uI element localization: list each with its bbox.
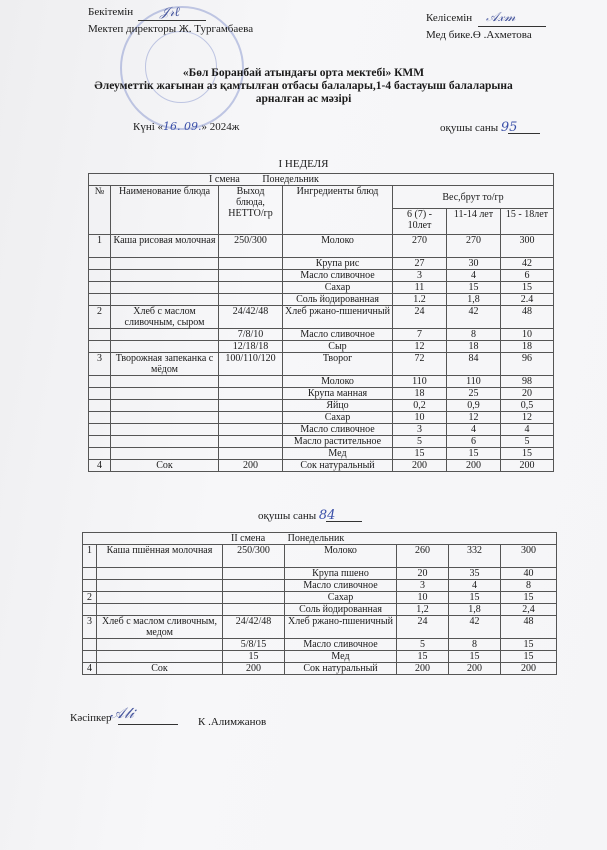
row-number: [83, 651, 97, 663]
weight-age2: 0,9: [447, 400, 501, 412]
table-row: [89, 424, 554, 436]
row-number: 2: [83, 592, 97, 604]
pupils-count-1-value: 95: [500, 120, 518, 135]
weight-age1: 12: [393, 341, 447, 353]
shift2-table-body: [83, 545, 557, 675]
weight-age2: 15: [447, 448, 501, 460]
ingredient-name: Крупа пшено: [285, 568, 397, 580]
dish-output: [219, 400, 283, 412]
row-number: [89, 448, 111, 460]
weight-age3: 2,4: [501, 604, 557, 616]
shift1-label: I смена: [209, 174, 240, 185]
row-number: 1: [89, 235, 111, 258]
dish-name: [111, 436, 219, 448]
dish-output: [219, 270, 283, 282]
weight-age3: 15: [501, 282, 554, 294]
weight-age2: 1,8: [447, 294, 501, 306]
row-number: 4: [89, 460, 111, 472]
dish-output: 24/42/48: [223, 616, 285, 639]
ingredient-name: Сыр: [283, 341, 393, 353]
ingredient-name: Масло сливочное: [283, 329, 393, 341]
ingredient-name: Сок натуральный: [283, 460, 393, 472]
table-row: [89, 329, 554, 341]
table-row: [89, 235, 554, 258]
dish-output: [219, 282, 283, 294]
pupils-count-1: [440, 120, 517, 135]
dish-name: [97, 592, 223, 604]
dish-name: [111, 376, 219, 388]
pupils-count-2-line: [326, 521, 362, 522]
table-row: [89, 388, 554, 400]
weight-age2: 332: [449, 545, 501, 568]
approve-right-sign-line: [478, 26, 546, 27]
weight-age1: 15: [393, 448, 447, 460]
weight-age1: 5: [397, 639, 449, 651]
row-number: [83, 604, 97, 616]
row-number: 3: [89, 353, 111, 376]
dish-name: Хлеб с маслом сливочным, медом: [97, 616, 223, 639]
row-number: [89, 400, 111, 412]
date-prefix: Күні «: [133, 121, 164, 133]
entrepreneur-signature: 𝒜𝓁𝒾: [110, 704, 135, 722]
dish-name: [97, 651, 223, 663]
col-age1-header: 6 (7) - 10лет: [393, 209, 447, 235]
weight-age1: 15: [397, 651, 449, 663]
weight-age2: 270: [447, 235, 501, 258]
row-number: 2: [89, 306, 111, 329]
weight-age2: 15: [449, 651, 501, 663]
weight-age3: 20: [501, 388, 554, 400]
weight-age3: 48: [501, 306, 554, 329]
ingredient-name: Хлеб ржано-пшеничный: [283, 306, 393, 329]
weight-age2: 4: [449, 580, 501, 592]
dish-output: [223, 580, 285, 592]
weight-age3: 48: [501, 616, 557, 639]
weight-age1: 200: [397, 663, 449, 675]
weight-age3: 5: [501, 436, 554, 448]
row-number: [89, 294, 111, 306]
date-value: 16. 09.: [163, 120, 202, 133]
col-weight-header: Вес,брут то/гр: [393, 186, 554, 209]
ingredient-name: Сахар: [283, 282, 393, 294]
table-row: [89, 258, 554, 270]
weight-age3: 6: [501, 270, 554, 282]
table-row: [83, 616, 557, 639]
row-number: [83, 639, 97, 651]
pupils-count-2: [258, 508, 335, 523]
weight-age2: 12: [447, 412, 501, 424]
row-number: [89, 258, 111, 270]
dish-name: Сок: [111, 460, 219, 472]
ingredient-name: Творог: [283, 353, 393, 376]
weight-age2: 8: [447, 329, 501, 341]
dish-name: [111, 282, 219, 294]
dish-name: Каша пшённая молочная: [97, 545, 223, 568]
row-number: [89, 436, 111, 448]
table-row: [83, 639, 557, 651]
weight-age2: 15: [447, 282, 501, 294]
row-number: 1: [83, 545, 97, 568]
ingredient-name: Сахар: [285, 592, 397, 604]
dish-output: [219, 388, 283, 400]
weight-age1: 200: [393, 460, 447, 472]
weight-age2: 8: [449, 639, 501, 651]
weight-age2: 25: [447, 388, 501, 400]
nurse-signature: 𝒜𝓍𝓂: [486, 10, 516, 25]
weight-age3: 96: [501, 353, 554, 376]
table-row-shift2-header: [83, 533, 557, 545]
dish-output: [219, 436, 283, 448]
weight-age1: 0,2: [393, 400, 447, 412]
weight-age1: 1.2: [393, 294, 447, 306]
col-age3-header: 15 - 18лет: [501, 209, 554, 235]
dish-output: [219, 294, 283, 306]
dish-name: [97, 568, 223, 580]
row-number: 3: [83, 616, 97, 639]
weight-age3: 200: [501, 663, 557, 675]
weight-age1: 1,2: [397, 604, 449, 616]
weight-age1: 5: [393, 436, 447, 448]
weight-age2: 35: [449, 568, 501, 580]
ingredient-name: Сок натуральный: [285, 663, 397, 675]
weight-age3: 2.4: [501, 294, 554, 306]
shift1-header: [89, 174, 554, 186]
table-row: [89, 448, 554, 460]
weight-age3: 10: [501, 329, 554, 341]
dish-name: [111, 294, 219, 306]
footer-label: Кәсіпкер: [70, 712, 112, 724]
date-label: Күні «16. 09.» 2024ж: [133, 120, 240, 133]
row-number: [89, 329, 111, 341]
dish-output: [219, 448, 283, 460]
col-name-header: Наименование блюда: [111, 186, 219, 235]
dish-name: Сок: [97, 663, 223, 675]
table-row: [89, 341, 554, 353]
row-number: [89, 376, 111, 388]
weight-age1: 270: [393, 235, 447, 258]
weight-age1: 110: [393, 376, 447, 388]
dish-name: [111, 448, 219, 460]
shift2-header: [83, 533, 557, 545]
weight-age1: 3: [393, 270, 447, 282]
weight-age2: 18: [447, 341, 501, 353]
table-row: [83, 580, 557, 592]
ingredient-name: Молоко: [285, 545, 397, 568]
dish-name: Каша рисовая молочная: [111, 235, 219, 258]
dish-output: 100/110/120: [219, 353, 283, 376]
dish-output: 12/18/18: [219, 341, 283, 353]
weight-age2: 1,8: [449, 604, 501, 616]
doc-title-line2: Әлеуметтік жағынан аз қамтылған отбасы балалары,1-4 бастауыш балаларына: [94, 80, 513, 92]
weight-age2: 110: [447, 376, 501, 388]
table-row: [89, 306, 554, 329]
weight-age1: 27: [393, 258, 447, 270]
footer-sign-line: [118, 724, 178, 725]
dish-name: [111, 400, 219, 412]
shift1-day: Понедельник: [262, 174, 319, 185]
table-row: [89, 400, 554, 412]
weight-age2: 84: [447, 353, 501, 376]
dish-output: 24/42/48: [219, 306, 283, 329]
table-row: [89, 376, 554, 388]
weight-age3: 15: [501, 448, 554, 460]
table-row: [89, 294, 554, 306]
doc-title-line1: «Бөл Боранбай атындағы орта мектебі» КММ: [182, 67, 425, 79]
weight-age1: 10: [393, 412, 447, 424]
col-age2-header: 11-14 лет: [447, 209, 501, 235]
weight-age2: 42: [447, 306, 501, 329]
dish-name: [97, 639, 223, 651]
dish-output: [219, 424, 283, 436]
weight-age2: 30: [447, 258, 501, 270]
approve-right-role: Мед бике.Ө .Ахметова: [426, 29, 532, 41]
col-output-header: Выход блюда, НЕТТО/гр: [219, 186, 283, 235]
dish-output: [223, 592, 285, 604]
weight-age3: 200: [501, 460, 554, 472]
table-row: [83, 663, 557, 675]
pupils-count-1-line: [508, 133, 540, 134]
ingredient-name: Масло сливочное: [285, 639, 397, 651]
dish-name: [111, 329, 219, 341]
weight-age3: 300: [501, 545, 557, 568]
ingredient-name: Хлеб ржано-пшеничный: [285, 616, 397, 639]
ingredient-name: Соль йодированная: [283, 294, 393, 306]
dish-output: 200: [219, 460, 283, 472]
row-number: [83, 568, 97, 580]
dish-output: 200: [223, 663, 285, 675]
dish-name: Хлеб с маслом сливочным, сыром: [111, 306, 219, 329]
weight-age3: 42: [501, 258, 554, 270]
ingredient-name: Масло растительное: [283, 436, 393, 448]
ingredient-name: Молоко: [283, 376, 393, 388]
table-row: [83, 568, 557, 580]
ingredient-name: Крупа рис: [283, 258, 393, 270]
pupils-count-2-label: оқушы саны: [258, 510, 317, 522]
dish-name: [97, 604, 223, 616]
footer-name: К .Алимжанов: [198, 716, 267, 728]
weight-age3: 12: [501, 412, 554, 424]
weight-age3: 8: [501, 580, 557, 592]
row-number: [83, 580, 97, 592]
weight-age2: 4: [447, 270, 501, 282]
dish-name: [111, 270, 219, 282]
dish-output: [219, 412, 283, 424]
table-row: [89, 412, 554, 424]
dish-output: [223, 568, 285, 580]
weight-age3: 4: [501, 424, 554, 436]
weight-age3: 0,5: [501, 400, 554, 412]
dish-output: [219, 376, 283, 388]
approve-left-sign-line: [138, 20, 206, 21]
ingredient-name: Соль йодированная: [285, 604, 397, 616]
table-row: [89, 270, 554, 282]
ingredient-name: Молоко: [283, 235, 393, 258]
weight-age3: 40: [501, 568, 557, 580]
weight-age1: 24: [397, 616, 449, 639]
row-number: 4: [83, 663, 97, 675]
dish-output: [219, 258, 283, 270]
ingredient-name: Мед: [283, 448, 393, 460]
dish-output: 250/300: [223, 545, 285, 568]
weight-age2: 42: [449, 616, 501, 639]
approve-left-role: Мектеп директоры Ж. Тургамбаева: [88, 23, 254, 35]
table-row-shift-header: [89, 174, 554, 186]
weight-age1: 7: [393, 329, 447, 341]
weight-age1: 260: [397, 545, 449, 568]
pupils-count-1-label: оқушы саны: [440, 122, 499, 134]
weight-age1: 3: [393, 424, 447, 436]
ingredient-name: Яйцо: [283, 400, 393, 412]
ingredient-name: Мед: [285, 651, 397, 663]
dish-output: [223, 604, 285, 616]
table-row: [89, 353, 554, 376]
dish-name: [111, 424, 219, 436]
weight-age1: 24: [393, 306, 447, 329]
ingredient-name: Крупа манная: [283, 388, 393, 400]
table-row: [89, 282, 554, 294]
shift2-label: II смена: [231, 533, 266, 544]
dish-name: [111, 341, 219, 353]
table-row: [89, 436, 554, 448]
dish-output: 250/300: [219, 235, 283, 258]
weight-age1: 11: [393, 282, 447, 294]
dish-name: [111, 412, 219, 424]
week-title: I НЕДЕЛЯ: [278, 158, 329, 170]
weight-age2: 4: [447, 424, 501, 436]
weight-age3: 15: [501, 639, 557, 651]
date-year: 2024ж: [209, 121, 240, 133]
dish-output: 5/8/15: [223, 639, 285, 651]
ingredient-name: Масло сливочное: [285, 580, 397, 592]
dish-output: 7/8/10: [219, 329, 283, 341]
table-row: [89, 460, 554, 472]
shift2-day: Понедельник: [287, 533, 345, 544]
weight-age1: 72: [393, 353, 447, 376]
ingredient-name: Масло сливочное: [283, 270, 393, 282]
weight-age2: 15: [449, 592, 501, 604]
table-row: [83, 604, 557, 616]
approve-right-label: Келісемін: [426, 12, 473, 24]
row-number: [89, 412, 111, 424]
table-row: [83, 592, 557, 604]
dish-output: 15: [223, 651, 285, 663]
row-number: [89, 270, 111, 282]
table-row: [83, 651, 557, 663]
row-number: [89, 388, 111, 400]
table-row: [83, 545, 557, 568]
weight-age3: 300: [501, 235, 554, 258]
dish-name: Творожная запеканка с мёдом: [111, 353, 219, 376]
ingredient-name: Сахар: [283, 412, 393, 424]
pupils-count-2-value: 84: [318, 508, 336, 523]
weight-age3: 15: [501, 651, 557, 663]
shift1-table-body: [89, 235, 554, 472]
row-number: [89, 424, 111, 436]
col-ingredients-header: Ингредиенты блюд: [283, 186, 393, 235]
weight-age2: 200: [449, 663, 501, 675]
weight-age1: 10: [397, 592, 449, 604]
weight-age1: 20: [397, 568, 449, 580]
weight-age1: 3: [397, 580, 449, 592]
dish-name: [111, 258, 219, 270]
weight-age3: 98: [501, 376, 554, 388]
director-signature: 𝒥𝓇ℓ: [160, 5, 180, 20]
weight-age2: 6: [447, 436, 501, 448]
doc-title-line3: арналған ас мәзірі: [255, 93, 352, 105]
menu-table-shift1: [88, 173, 554, 472]
dish-name: [111, 388, 219, 400]
dish-name: [97, 580, 223, 592]
menu-table-shift2: [82, 532, 557, 675]
table-header-row: [89, 186, 554, 209]
row-number: [89, 341, 111, 353]
col-no-header: №: [89, 186, 111, 235]
approve-left-label: Бекітемін: [88, 6, 134, 18]
weight-age3: 15: [501, 592, 557, 604]
weight-age1: 18: [393, 388, 447, 400]
weight-age2: 200: [447, 460, 501, 472]
ingredient-name: Масло сливочное: [283, 424, 393, 436]
weight-age3: 18: [501, 341, 554, 353]
row-number: [89, 282, 111, 294]
